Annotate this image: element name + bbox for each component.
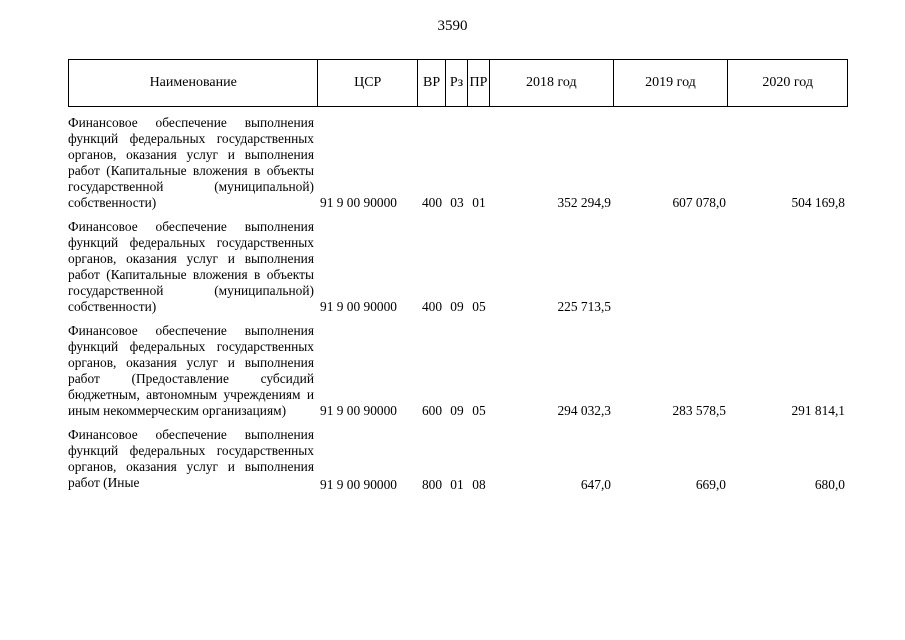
row-rz: 09 (450, 299, 464, 314)
row-2018: 225 713,5 (557, 299, 611, 314)
table-row (68, 427, 848, 493)
row-2018: 647,0 (580, 477, 611, 492)
header-pr: ПР (468, 60, 490, 106)
budget-table (68, 59, 848, 493)
row-pr: 05 (472, 299, 486, 314)
row-2020: 680,0 (814, 477, 845, 492)
header-2020: 2020 год (762, 75, 813, 90)
row-2019: 283 578,5 (672, 403, 726, 418)
row-2019: 669,0 (695, 477, 726, 492)
table-row (68, 323, 848, 419)
row-name: Финансовое обеспечение выполнения функций федеральных государственных органов, оказания услуг и выполнения работ (Предоставление субсидий бюджетным, автономным учреждениям и иным некоммерческим организациям) (68, 323, 314, 418)
row-pr: 08 (472, 477, 486, 492)
row-csr: 91 9 00 90000 (320, 195, 397, 210)
row-2020: 504 169,8 (791, 195, 845, 210)
row-2020 (729, 219, 848, 315)
row-name: Финансовое обеспечение выполнения функций федеральных государственных органов, оказания услуг и выполнения работ (Капитальные вложения в объекты государственной (муниципальной) собственности) (68, 219, 314, 314)
header-csr: ЦСР (318, 60, 418, 106)
row-rz: 09 (450, 403, 464, 418)
row-pr: 05 (472, 403, 486, 418)
row-name: Финансовое обеспечение выполнения функций федеральных государственных органов, оказания услуг и выполнения работ (Капитальные вложения в объекты государственной (муниципальной) собственности) (68, 115, 314, 210)
row-2019: 607 078,0 (672, 195, 726, 210)
row-2018: 352 294,9 (557, 195, 611, 210)
row-rz: 03 (450, 195, 464, 210)
row-vr: 800 (421, 477, 443, 492)
row-2018: 294 032,3 (557, 403, 611, 418)
header-2019: 2019 год (614, 60, 729, 106)
row-csr: 91 9 00 90000 (320, 403, 397, 418)
table-header (68, 59, 848, 107)
row-pr: 01 (472, 195, 486, 210)
page-number: 3590 (437, 18, 468, 34)
row-vr: 400 (421, 299, 443, 314)
row-vr: 400 (421, 195, 443, 210)
row-vr: 600 (421, 403, 443, 418)
table-row (68, 219, 848, 315)
header-rz: Рз (446, 60, 468, 106)
header-2018: 2018 год (490, 60, 614, 106)
header-name: Наименование (69, 60, 318, 106)
row-2019 (614, 219, 729, 315)
row-2020: 291 814,1 (791, 403, 845, 418)
row-csr: 91 9 00 90000 (320, 477, 397, 492)
row-name: Финансовое обеспечение выполнения функций федеральных государственных органов, оказания услуг и выполнения работ (Иные (68, 427, 314, 490)
table-row (68, 115, 848, 211)
row-rz: 01 (450, 477, 464, 492)
row-csr: 91 9 00 90000 (320, 299, 397, 314)
header-vr: ВР (418, 60, 446, 106)
